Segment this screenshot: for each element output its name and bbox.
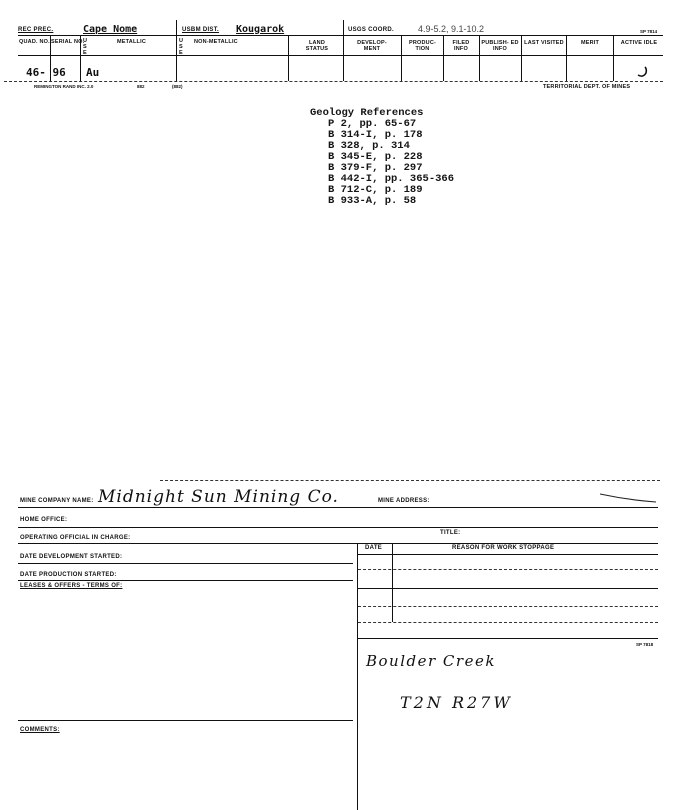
mine-company-label: MINE COMPANY NAME:: [20, 498, 94, 504]
usbm-dist-value: Kougarok: [236, 24, 285, 35]
date-column-divider-2: [392, 594, 393, 622]
middle-column-divider: [357, 543, 358, 810]
divider-9: [521, 35, 522, 81]
rule-stoppage-4: [358, 622, 658, 623]
rule-stoppage-2: [358, 588, 658, 589]
divider-4: [288, 35, 289, 81]
date-development-label: DATE DEVELOPMENT STARTED:: [20, 554, 123, 560]
form-code: SP 7814: [640, 29, 658, 34]
land-status-label: LAND STATUS: [305, 40, 329, 52]
mine-address-stroke: [598, 490, 658, 504]
development-label: DEVELOP- MENT: [357, 40, 387, 52]
mine-company-value: Midnight Sun Mining Co.: [98, 487, 339, 507]
use-mark-2: U S E: [179, 38, 184, 56]
mine-address-label: MINE ADDRESS:: [378, 498, 430, 504]
quad-no-label: QUAD. NO.: [19, 39, 50, 45]
last-visited-label: LAST VISITED: [524, 40, 564, 46]
usbm-dist-label: USBM DIST.: [182, 27, 220, 33]
header-bottom-rule: [4, 81, 663, 82]
geology-ref: B 442-I, pp. 365-366: [328, 173, 455, 185]
date-label: DATE: [365, 545, 383, 551]
divider-3: [176, 20, 177, 81]
divider-6: [401, 35, 402, 81]
printer-code-1: 882: [137, 84, 145, 89]
usgs-coord-label: USGS COORD.: [348, 27, 394, 33]
divider-8: [479, 35, 480, 81]
active-check-mark: [636, 65, 650, 79]
geology-ref: B 933-A, p. 58: [328, 195, 417, 207]
rule-date-production: [18, 580, 353, 581]
geology-ref: B 328, p. 314: [328, 140, 410, 152]
geology-ref: P 2, pp. 65-67: [328, 118, 417, 130]
use-mark-1: U S E: [83, 38, 88, 56]
reason-label: REASON FOR WORK STOPPAGE: [452, 545, 555, 551]
home-office-label: HOME OFFICE:: [20, 517, 68, 523]
merit-label: MERIT: [580, 40, 600, 46]
lower-top-rule: [160, 480, 660, 481]
operating-official-label: OPERATING OFFICIAL IN CHARGE:: [20, 535, 131, 541]
geology-ref: B 345-E, p. 228: [328, 151, 423, 163]
active-idle-label: ACTIVE IDLE: [620, 40, 658, 46]
leases-label: LEASES & OFFERS - TERMS OF:: [20, 583, 123, 589]
geology-ref: B 314-I, p. 178: [328, 129, 423, 141]
geology-ref-list: [310, 119, 540, 207]
divider-11: [613, 35, 614, 81]
geology-ref: B 712-C, p. 189: [328, 184, 423, 196]
geology-ref: B 379-F, p. 297: [328, 162, 423, 174]
non-metallic-label: NON-METALLIC: [194, 39, 238, 45]
lower-form: [0, 470, 678, 810]
filed-info-label: FILED INFO: [452, 40, 470, 52]
township-value: T2N R27W: [400, 693, 513, 712]
rule-stoppage-1: [358, 569, 658, 570]
rule-reason-header: [358, 554, 658, 555]
rule-operating-official: [18, 543, 658, 544]
form-code-2: SP 7818: [636, 642, 654, 647]
published-info-label: PUBLISH- ED INFO: [481, 40, 519, 52]
printer-code-2: (882): [172, 84, 183, 89]
rule-stoppage-5: [358, 638, 658, 639]
title-label: TITLE:: [440, 530, 461, 536]
geology-title: Geology References: [310, 107, 424, 119]
rec-prec-label: REC PREC.: [18, 27, 54, 33]
location-value: Boulder Creek: [366, 652, 496, 670]
divider-7: [443, 35, 444, 81]
rec-prec-value: Cape Nome: [83, 24, 138, 35]
rule-stoppage-3: [358, 606, 658, 607]
rule-date-development: [18, 563, 353, 564]
divider-5: [343, 20, 344, 81]
usgs-coord-value: 4.9-5.2, 9.1-10.2: [418, 24, 485, 34]
comments-label: COMMENTS:: [20, 727, 60, 733]
date-production-label: DATE PRODUCTION STARTED:: [20, 572, 117, 578]
rule-home-office: [18, 527, 658, 528]
geology-references-block: [310, 108, 540, 207]
rule-comments: [18, 720, 353, 721]
divider-10: [566, 35, 567, 81]
territorial-label: TERRITORIAL DEPT. OF MINES: [543, 84, 631, 90]
metallic-value: Au: [86, 66, 100, 79]
rule-mine-company: [18, 507, 658, 508]
printer-line: REMINGTON RAND INC. 2.0: [34, 84, 94, 89]
metallic-label: METALLIC: [117, 39, 146, 45]
header-strip: [0, 0, 678, 100]
quad-value: 46- 96: [26, 66, 66, 79]
serial-no-label: SERIAL NO.: [51, 39, 85, 45]
production-label: PRODUC- TION: [408, 40, 437, 52]
